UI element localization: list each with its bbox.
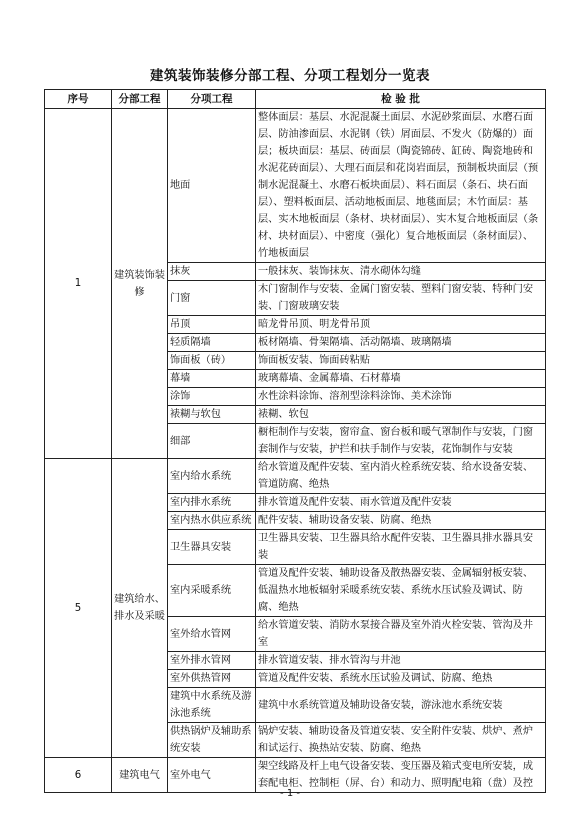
row-items: 管道及配件安装、系统水压试验及调试、防腐、绝热 bbox=[256, 670, 546, 688]
row-sub: 轻质隔墙 bbox=[168, 334, 256, 352]
table-row bbox=[45, 109, 546, 263]
header-no: 序号 bbox=[45, 90, 112, 109]
row-sub: 建筑中水系统及游泳池系统 bbox=[168, 688, 256, 723]
row-sub: 室外排水管网 bbox=[168, 652, 256, 670]
row-items: 玻璃幕墙、金属幕墙、石材幕墙 bbox=[256, 370, 546, 388]
row-items: 架空线路及杆上电气设备安装、变压器及箱式变电所安装，成套配电柜、控制柜（屏、台）和动力、照明配电箱（盘）及控 bbox=[256, 758, 546, 793]
row-items: 板材隔墙、骨架隔墙、活动隔墙、玻璃隔墙 bbox=[256, 334, 546, 352]
group-no: 1 bbox=[45, 109, 112, 459]
row-sub: 地面 bbox=[168, 109, 256, 263]
row-sub: 室内热水供应系统 bbox=[168, 512, 256, 530]
row-items: 排水管道及配件安装、雨水管道及配件安装 bbox=[256, 494, 546, 512]
table-row bbox=[45, 459, 546, 494]
row-items: 配件安装、辅助设备安装、防腐、绝热 bbox=[256, 512, 546, 530]
row-items: 暗龙骨吊顶、明龙骨吊顶 bbox=[256, 316, 546, 334]
group-division: 建筑装饰装修 bbox=[112, 109, 168, 459]
group-division: 建筑给水、排水及采暖 bbox=[112, 459, 168, 758]
row-items: 卫生器具安装、卫生器具给水配件安装、卫生器具排水器具安装 bbox=[256, 530, 546, 565]
row-items: 排水管道安装、排水管沟与井池 bbox=[256, 652, 546, 670]
row-sub: 饰面板（砖） bbox=[168, 352, 256, 370]
group-division: 建筑电气 bbox=[112, 758, 168, 793]
group-no: 6 bbox=[45, 758, 112, 793]
row-items: 木门窗制作与安装、金属门窗安装、塑料门窗安装、特种门安装、门窗玻璃安装 bbox=[256, 281, 546, 316]
group-no: 5 bbox=[45, 459, 112, 758]
row-sub: 室内给水系统 bbox=[168, 459, 256, 494]
row-items: 水性涂料涂饰、溶剂型涂料涂饰、美术涂饰 bbox=[256, 388, 546, 406]
row-items: 橱柜制作与安装，窗帘盒、窗台板和暖气罩制作与安装，门窗套制作与安装，护拦和扶手制作与安装，花饰制作与安装 bbox=[256, 424, 546, 459]
row-sub: 供热锅炉及辅助系统安装 bbox=[168, 723, 256, 758]
row-sub: 门窗 bbox=[168, 281, 256, 316]
row-sub: 吊顶 bbox=[168, 316, 256, 334]
row-items: 饰面板安装、饰面砖粘贴 bbox=[256, 352, 546, 370]
row-sub: 室内排水系统 bbox=[168, 494, 256, 512]
row-sub: 室内采暖系统 bbox=[168, 565, 256, 617]
header-sub: 分项工程 bbox=[168, 90, 256, 109]
row-sub: 涂饰 bbox=[168, 388, 256, 406]
row-items: 管道及配件安装、辅助设备及散热器安装、金属辐射板安装、低温热水地板辐射采暖系统安装、系统水压试验及调试、防腐、绝热 bbox=[256, 565, 546, 617]
row-sub: 卫生器具安装 bbox=[168, 530, 256, 565]
row-sub: 幕墙 bbox=[168, 370, 256, 388]
row-sub: 室外电气 bbox=[168, 758, 256, 793]
row-sub: 室外给水管网 bbox=[168, 617, 256, 652]
row-items: 整体面层：基层、水泥混凝土面层、水泥砂浆面层、水磨石面层、防油渗面层、水泥钢（铁）屑面层、不发火（防爆的）面层；板块面层：基层、砖面层（陶瓷锦砖、缸砖、陶瓷地砖和水泥花砖面层）、大理石面层和花岗岩面层，预制板块面层（预制水泥混凝土、水磨石板块面层）、料石面层（条石、块石面层）、塑料板面层、活动地板面层、地毯面层；木竹面层：基层、实木地板面层（条材、块材面层）、实木复合地板面层（条材、块材面层）、中密度（强化）复合地板面层（条材面层）、竹地板面层 bbox=[256, 109, 546, 263]
header-division: 分部工程 bbox=[112, 90, 168, 109]
row-items: 给水管道安装、消防水泵接合器及室外消火栓安装、管沟及井室 bbox=[256, 617, 546, 652]
row-sub: 抹灰 bbox=[168, 263, 256, 281]
row-items: 建筑中水系统管道及辅助设备安装，游泳池水系统安装 bbox=[256, 688, 546, 723]
row-items: 给水管道及配件安装、室内消火栓系统安装、给水设备安装、管道防腐、绝热 bbox=[256, 459, 546, 494]
division-table bbox=[44, 89, 546, 793]
table-header-row bbox=[45, 90, 546, 109]
row-items: 裱糊、软包 bbox=[256, 406, 546, 424]
row-items: 一般抹灰、装饰抹灰、清水砌体勾缝 bbox=[256, 263, 546, 281]
row-sub: 裱糊与软包 bbox=[168, 406, 256, 424]
row-sub: 细部 bbox=[168, 424, 256, 459]
page-number: - 1 - bbox=[280, 788, 300, 799]
row-sub: 室外供热管网 bbox=[168, 670, 256, 688]
page-title: 建筑装饰装修分部工程、分项工程划分一览表 bbox=[150, 68, 430, 84]
row-items: 锅炉安装、辅助设备及管道安装、安全附件安装、烘炉、煮炉和试运行、换热站安装、防腐、绝热 bbox=[256, 723, 546, 758]
header-items: 检 验 批 bbox=[256, 90, 546, 109]
